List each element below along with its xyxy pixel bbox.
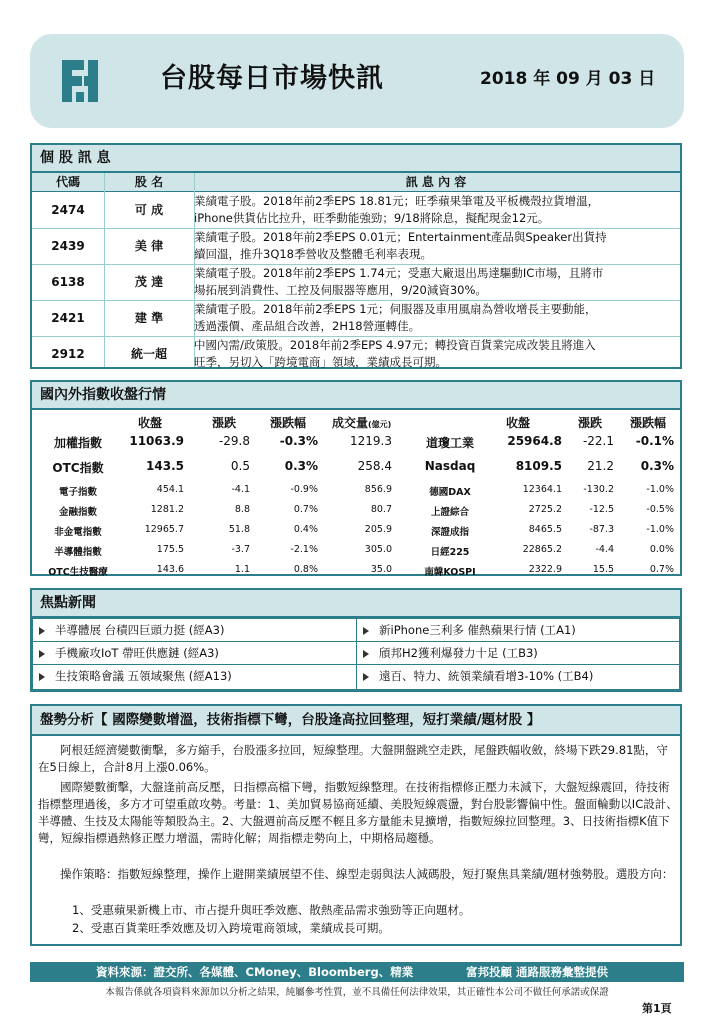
index-pct: -1.0%: [646, 524, 674, 535]
index-name: 半導體指數: [54, 547, 102, 558]
stock-code: 2439: [51, 239, 85, 253]
col-volume-label: 成交量: [332, 416, 369, 430]
stock-info-line: 旺季，另切入「跨境電商」領域，業績成長可期。: [194, 355, 447, 369]
news-item[interactable]: [356, 641, 680, 665]
index-name: 電子指數: [58, 487, 97, 498]
index-volume: 258.4: [357, 459, 392, 473]
col-name: 股 名: [134, 175, 164, 189]
table-row: [32, 192, 680, 229]
news-item[interactable]: [32, 664, 357, 690]
index-close: 143.5: [146, 459, 184, 473]
col-change2: 漲跌: [578, 416, 603, 430]
index-close: 22865.2: [522, 544, 562, 555]
col-pct: 漲跌幅: [270, 416, 307, 430]
page-title: 台股每日市場快訊: [160, 63, 384, 94]
stock-info-line: 業績電子股。2018年前2季EPS 0.01元；Entertainment產品與Speaker出貨持: [194, 230, 607, 244]
stock-table-header: [32, 173, 680, 192]
index-panel-title: 國內外指數收盤行情: [32, 382, 680, 410]
col-close: 收盤: [138, 416, 163, 430]
stock-name: 建 準: [134, 311, 164, 325]
analysis-panel: [30, 704, 682, 946]
stock-info: [194, 264, 678, 299]
col-info: 訊 息 內 容: [405, 175, 467, 189]
footer-provider: 富邦投顧 通路服務彙整提供: [466, 965, 609, 979]
triangle-bullet-icon: [39, 627, 45, 635]
analysis-list-item: 2、受惠百貨業旺季效應及切入跨境電商領域，業績成長可期。: [72, 921, 390, 935]
index-change: -29.8: [218, 434, 250, 448]
stock-info-line: 續回溫，推升3Q18季營收及整體毛利率表現。: [194, 247, 432, 261]
triangle-bullet-icon: [363, 627, 369, 635]
table-row: [32, 336, 680, 372]
index-close: 2725.2: [528, 504, 562, 515]
stock-name: 可 成: [134, 203, 164, 217]
index-close: 8109.5: [515, 459, 562, 473]
fubon-logo-icon: [58, 56, 102, 106]
news-item-text: 新iPhone三利多 催熱蘋果行情 (工A1): [379, 623, 576, 637]
index-name: 南韓KOSPI: [424, 567, 476, 578]
index-name: 德國DAX: [429, 487, 471, 498]
report-date: 2018 年 09 月 03 日: [480, 69, 656, 89]
news-item[interactable]: [356, 618, 680, 642]
footer-bar: [30, 962, 684, 982]
news-item[interactable]: [356, 664, 680, 690]
index-change: -12.5: [589, 504, 614, 515]
stock-info-line: 場拓展到消費性、工控及伺服器等應用，9/20減資30%。: [194, 283, 487, 297]
news-item-text: 半導體展 台積四巨頭力挺 (經A3): [55, 623, 225, 637]
index-change: 51.8: [228, 524, 250, 535]
stock-code: 2912: [51, 347, 85, 361]
stock-info: [194, 192, 678, 227]
stock-name: 美 律: [134, 239, 164, 253]
news-item-text: 手機廠攻IoT 帶旺供應鏈 (經A3): [55, 646, 219, 660]
analysis-title: 盤勢分析【 國際變數增溫，技術指標下彎，台股逢高拉回整理，短打業績/題材股 】: [32, 706, 680, 736]
index-name: 道瓊工業: [425, 436, 474, 450]
index-change: 8.8: [234, 504, 250, 515]
index-close: 454.1: [156, 484, 184, 495]
stock-info-line: 業績電子股。2018年前2季EPS 18.81元；旺季蘋果筆電及平板機殼拉貨增溫，: [194, 194, 600, 208]
table-row: [32, 300, 680, 337]
col-code: 代碼: [55, 175, 80, 189]
stock-info-line: 業績電子股。2018年前2季EPS 1元；伺服器及車用風扇為營收增長主要動能，: [194, 302, 597, 316]
index-panel: [30, 380, 682, 576]
index-volume: 35.0: [370, 564, 392, 575]
index-name: 加權指數: [53, 436, 102, 450]
analysis-paragraph: 阿根廷經濟變數衝擊，多方縮手，台股漲多拉回，短線整理。大盤開盤跳空走跌，尾盤跌幅收斂，終場下跌29.81點，守在5日線上，合計8月上漲0.06%。: [38, 743, 668, 774]
index-change: -4.4: [595, 544, 614, 555]
index-name: 深證成指: [430, 527, 469, 538]
col-close2: 收盤: [506, 416, 531, 430]
index-name: Nasdaq: [424, 459, 476, 473]
disclaimer: 本報告係就各項資料來源加以分析之結果，純屬參考性質，並不具備任何法律效果，其正確性本公司不做任何承諾或保證: [105, 987, 609, 998]
stock-info-line: 中國內需/政策股。2018年前2季EPS 4.97元；轉投資百貨業完成改裝且將進入: [194, 338, 596, 352]
stock-info: [194, 300, 678, 335]
index-name: 上證綜合: [430, 507, 469, 518]
index-name: 日經225: [430, 547, 470, 558]
news-item[interactable]: [32, 641, 357, 665]
analysis-paragraph: 操作策略：指數短線整理，操作上避開業績展望不佳、線型走弱與法人減碼股，短打聚焦具業績/題材強勢股。選股方向：: [60, 867, 674, 881]
index-change: -130.2: [583, 484, 614, 495]
index-volume: 80.7: [370, 504, 392, 515]
col-pct2: 漲跌幅: [630, 416, 667, 430]
col-change: 漲跌: [212, 416, 237, 430]
index-volume: 305.0: [364, 544, 392, 555]
news-panel: [30, 588, 682, 692]
news-item[interactable]: [32, 618, 357, 642]
index-close: 1281.2: [150, 504, 184, 515]
triangle-bullet-icon: [39, 650, 45, 658]
index-pct: -0.3%: [279, 434, 318, 448]
index-pct: 0.4%: [293, 524, 318, 535]
stock-info-line: 透過漲價、產品組合改善，2H18營運轉佳。: [194, 319, 421, 333]
index-change: -4.1: [231, 484, 250, 495]
index-close: 25964.8: [507, 434, 562, 448]
stock-code: 6138: [51, 275, 85, 289]
index-close: 11063.9: [129, 434, 184, 448]
col-volume: [332, 414, 391, 431]
index-volume: 1219.3: [350, 434, 392, 448]
index-pct: -0.1%: [635, 434, 674, 448]
news-panel-title: 焦點新聞: [32, 590, 680, 618]
index-volume: 205.9: [364, 524, 392, 535]
stock-info-panel: [30, 143, 682, 369]
index-pct: 0.3%: [284, 459, 318, 473]
index-change: -22.1: [582, 434, 614, 448]
col-volume-unit: (億元): [368, 420, 392, 429]
index-close: 175.5: [156, 544, 184, 555]
index-pct: 0.7%: [649, 564, 674, 575]
stock-code: 2474: [51, 203, 85, 217]
header-banner: [30, 34, 684, 128]
stock-name: 統一超: [130, 347, 167, 361]
news-item-text: 生技策略會議 五領域聚焦 (經A13): [55, 669, 232, 683]
index-change: -3.7: [231, 544, 250, 555]
index-pct: 0.8%: [293, 564, 318, 575]
index-pct: 0.0%: [649, 544, 674, 555]
stock-name: 茂 達: [134, 275, 164, 289]
index-change: 1.1: [234, 564, 250, 575]
index-change: 21.2: [587, 459, 614, 473]
triangle-bullet-icon: [39, 673, 45, 681]
index-change: -87.3: [589, 524, 614, 535]
index-name: OTC指數: [52, 461, 104, 475]
index-change: 15.5: [592, 564, 614, 575]
table-row: [32, 228, 680, 265]
index-close: 2322.9: [528, 564, 562, 575]
index-close: 143.6: [156, 564, 184, 575]
triangle-bullet-icon: [363, 650, 369, 658]
stock-code: 2421: [51, 311, 85, 325]
index-name: 非金電指數: [54, 527, 102, 538]
table-row: [32, 264, 680, 301]
triangle-bullet-icon: [363, 673, 369, 681]
index-pct: -0.5%: [646, 504, 674, 515]
index-close: 12965.7: [144, 524, 184, 535]
analysis-list-item: 1、受惠蘋果新機上市、市占提升與旺季效應、散熱產品需求強勁等正向題材。: [72, 903, 471, 917]
stock-info: [194, 228, 678, 263]
stock-info-line: iPhone供貨佔比拉升，旺季動能強勁；9/18將除息，擬配現金12元。: [194, 211, 550, 225]
footer-sources: 資料來源：證交所、各媒體、CMoney、Bloomberg、精業: [96, 965, 414, 979]
news-item-text: 遠百、特力、統領業績看增3-10% (工B4): [379, 669, 594, 683]
index-pct: 0.7%: [293, 504, 318, 515]
index-close: 12364.1: [522, 484, 562, 495]
index-pct: -2.1%: [290, 544, 318, 555]
index-pct: -1.0%: [646, 484, 674, 495]
index-volume: 856.9: [364, 484, 392, 495]
index-close: 8465.5: [528, 524, 562, 535]
index-pct: 0.3%: [640, 459, 674, 473]
page-number: 第1頁: [642, 1002, 672, 1015]
index-name: OTC生技醫療: [48, 567, 108, 578]
index-table-header: [32, 410, 680, 432]
index-pct: -0.9%: [290, 484, 318, 495]
index-name: 金融指數: [58, 507, 97, 518]
news-item-text: 頎邦H2獲利爆發力十足 (工B3): [379, 646, 538, 660]
index-change: 0.5: [230, 459, 250, 473]
analysis-paragraph: 國際變數衝擊，大盤逢前高反壓，日指標高檔下彎，指數短線整理。在技術指標修正壓力未減下，大盤短線震回，待技術指標整理過後，多方才可望重啟攻勢。考量：1、美加貿易協商延續、美股短線震盪，對台股影響偏中性。盤面輪動以IC設計、半導體、生技及太陽能等類股為主。2、大盤週前高反壓不輕且多方量能未見擴增，指數短線拉回整理。3、日技術指標K值下彎，短線指標過熱修正壓力增溫，需時化解；周指標走勢向上，中期格局趨穩。: [38, 780, 678, 845]
stock-info-title: 個 股 訊 息: [32, 145, 680, 173]
stock-info: [194, 336, 678, 371]
stock-info-line: 業績電子股。2018年前2季EPS 1.74元；受惠大廠退出馬達驅動IC市場，且將市: [194, 266, 604, 280]
